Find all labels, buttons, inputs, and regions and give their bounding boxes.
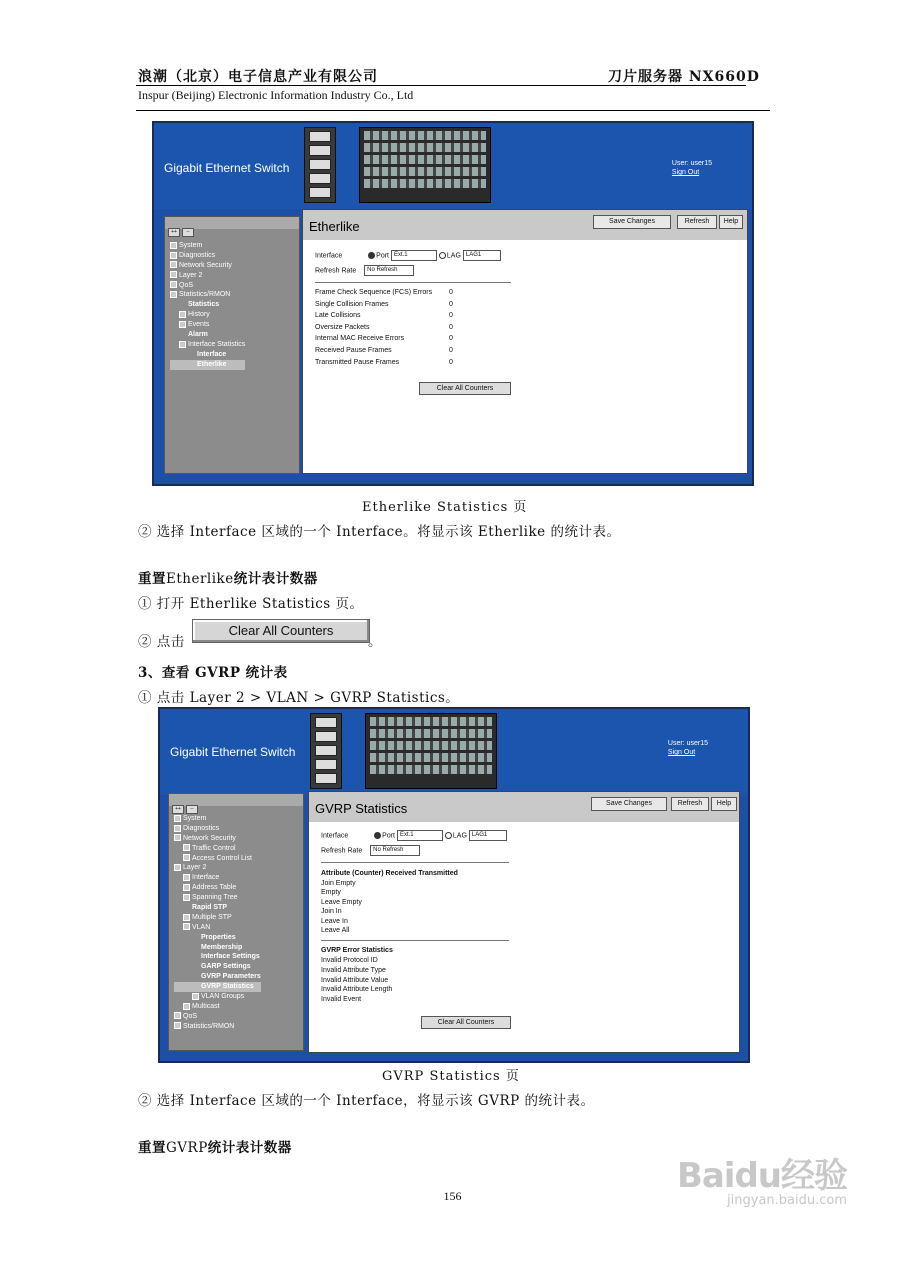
stat-label: Oversize Packets bbox=[315, 323, 370, 331]
nav-item[interactable] bbox=[174, 1012, 261, 1022]
refresh-rate-label: Refresh Rate bbox=[315, 267, 357, 275]
nav-item-label: GARP Settings bbox=[201, 963, 251, 971]
step-click-end: 。 bbox=[368, 634, 382, 650]
nav-expand-collapse[interactable] bbox=[168, 220, 196, 238]
expand-icon[interactable] bbox=[183, 923, 190, 930]
figure-caption-etherlike: Etherlike Statistics 页 bbox=[362, 500, 528, 515]
nav-item-label: System bbox=[183, 815, 207, 822]
gvrp-attribute-row: Empty bbox=[321, 889, 341, 897]
watermark-logo: Baidu经验 bbox=[676, 1156, 847, 1196]
gvrp-attribute-row: Join In bbox=[321, 908, 342, 916]
port-label: Port bbox=[382, 832, 395, 840]
nav-item-label: Statistics/RMON bbox=[179, 291, 231, 299]
expand-icon[interactable] bbox=[183, 894, 190, 901]
gvrp-error-row: Invalid Protocol ID bbox=[321, 957, 378, 964]
nav-item-label: Diagnostics bbox=[179, 251, 216, 259]
nav-item[interactable] bbox=[170, 330, 245, 340]
switch-title: Gigabit Ethernet Switch bbox=[170, 745, 296, 759]
switch-module-image bbox=[310, 713, 342, 789]
port-label: Port bbox=[376, 252, 389, 260]
expand-icon[interactable] bbox=[170, 252, 177, 259]
expand-icon[interactable] bbox=[170, 291, 177, 298]
nav-item[interactable] bbox=[174, 1002, 261, 1012]
header-rule bbox=[136, 85, 746, 86]
expand-icon[interactable] bbox=[170, 242, 177, 249]
baidu-watermark bbox=[677, 1148, 847, 1208]
interface-label: Interface bbox=[315, 252, 343, 260]
expand-icon[interactable] bbox=[174, 1012, 181, 1019]
nav-item[interactable] bbox=[170, 350, 245, 360]
stat-label: Frame Check Sequence (FCS) Errors bbox=[315, 289, 433, 296]
nav-item[interactable] bbox=[174, 913, 261, 923]
expand-icon[interactable] bbox=[183, 914, 190, 921]
gvrp-attribute-row: Join Empty bbox=[321, 880, 356, 887]
nav-item-label: GVRP Statistics bbox=[201, 983, 254, 991]
nav-item-label: Network Security bbox=[183, 834, 236, 842]
nav-item-label: Interface Settings bbox=[201, 953, 260, 961]
nav-item-label: Interface bbox=[192, 874, 220, 882]
nav-tree bbox=[168, 793, 304, 1051]
expand-icon[interactable] bbox=[179, 341, 186, 348]
port-radio[interactable] bbox=[368, 252, 375, 259]
user-label: User: user15 bbox=[671, 160, 712, 167]
gvrp-error-row: Invalid Attribute Length bbox=[321, 986, 393, 994]
section-divider bbox=[315, 282, 511, 283]
nav-item[interactable] bbox=[174, 923, 261, 933]
stat-label: Received Pause Frames bbox=[315, 347, 392, 354]
nav-item-label: Statistics bbox=[188, 301, 220, 309]
expand-icon[interactable] bbox=[183, 844, 190, 851]
collapse-all-icon[interactable]: -- bbox=[182, 228, 194, 237]
help-button[interactable]: Help bbox=[711, 797, 737, 811]
nav-item-label: Multicast bbox=[192, 1002, 220, 1010]
lag-select[interactable]: LAG1 bbox=[469, 830, 507, 841]
nav-item-label: Layer 2 bbox=[183, 864, 207, 872]
switch-module-image bbox=[304, 127, 336, 203]
stat-label: Transmitted Pause Frames bbox=[315, 358, 400, 366]
chassis-image bbox=[359, 127, 491, 203]
page-title: Etherlike bbox=[309, 219, 360, 234]
nav-item[interactable] bbox=[170, 320, 245, 330]
nav-item[interactable] bbox=[174, 962, 261, 972]
nav-item[interactable] bbox=[174, 863, 261, 873]
content-panel bbox=[308, 791, 740, 1053]
etherlike-screenshot bbox=[152, 121, 754, 486]
nav-item[interactable] bbox=[174, 883, 261, 893]
gvrp-error-row: Invalid Event bbox=[321, 996, 362, 1004]
nav-item[interactable] bbox=[174, 943, 261, 953]
nav-item-label: Interface bbox=[197, 350, 227, 358]
stat-value: 0 bbox=[449, 300, 453, 308]
expand-icon[interactable] bbox=[192, 993, 199, 1000]
user-label: User: user15 bbox=[667, 740, 708, 747]
gvrp-error-row: Invalid Attribute Type bbox=[321, 966, 386, 974]
gvrp-attribute-row: Leave All bbox=[321, 927, 350, 934]
user-info bbox=[668, 739, 708, 757]
nav-item[interactable] bbox=[170, 241, 245, 251]
nav-item-label: Network Security bbox=[179, 261, 232, 269]
nav-item[interactable] bbox=[170, 310, 245, 320]
header-rule-2 bbox=[136, 110, 770, 111]
expand-icon[interactable] bbox=[174, 1022, 181, 1029]
section-heading-gvrp: 3、查看 GVRP 统计表 bbox=[138, 665, 288, 681]
nav-item[interactable] bbox=[170, 281, 245, 291]
expand-all-icon[interactable]: ++ bbox=[172, 805, 184, 814]
refresh-button[interactable]: Refresh bbox=[671, 797, 709, 811]
stat-value: 0 bbox=[449, 312, 453, 320]
company-name-en: Inspur (Beijing) Electronic Information Industry Co., Ltd bbox=[138, 88, 414, 102]
section-divider bbox=[321, 940, 509, 941]
nav-item[interactable] bbox=[170, 300, 245, 310]
nav-item-label: History bbox=[188, 311, 210, 319]
nav-item-label: QoS bbox=[179, 281, 194, 289]
nav-item[interactable] bbox=[174, 903, 261, 913]
expand-all-icon[interactable]: ++ bbox=[168, 228, 180, 237]
chassis-image bbox=[365, 713, 497, 789]
interface-label: Interface bbox=[321, 832, 349, 840]
expand-icon[interactable] bbox=[183, 884, 190, 891]
expand-icon[interactable] bbox=[174, 834, 181, 841]
nav-item[interactable] bbox=[174, 844, 261, 854]
port-select[interactable]: Ext.1 bbox=[391, 250, 437, 261]
expand-icon[interactable] bbox=[170, 281, 177, 288]
lag-label: LAG bbox=[452, 832, 467, 840]
company-name-cn: 浪潮（北京）电子信息产业有限公司 bbox=[138, 69, 378, 85]
page-number: 156 bbox=[443, 1189, 462, 1203]
nav-item[interactable] bbox=[174, 893, 261, 903]
nav-item-label: Access Control List bbox=[192, 854, 252, 862]
nav-item[interactable] bbox=[170, 290, 245, 300]
nav-item[interactable] bbox=[174, 824, 261, 834]
stat-value: 0 bbox=[449, 347, 453, 354]
expand-icon[interactable] bbox=[170, 271, 177, 278]
help-button[interactable]: Help bbox=[719, 215, 743, 229]
lag-radio[interactable] bbox=[439, 252, 446, 259]
expand-icon[interactable] bbox=[179, 311, 186, 318]
stat-value: 0 bbox=[449, 335, 453, 343]
nav-tree bbox=[164, 216, 300, 474]
port-radio[interactable] bbox=[374, 832, 381, 839]
collapse-all-icon[interactable]: -- bbox=[186, 805, 198, 814]
expand-icon[interactable] bbox=[179, 321, 186, 328]
sign-out-link[interactable]: Sign Out bbox=[671, 169, 700, 176]
nav-item[interactable] bbox=[170, 251, 245, 261]
nav-item[interactable] bbox=[174, 972, 261, 982]
nav-item[interactable] bbox=[174, 992, 261, 1002]
nav-item-label: Diagnostics bbox=[183, 824, 220, 832]
instruction-select-interface-gvrp: ② 选择 Interface 区域的一个 Interface，将显示该 GVRP 的统计表。 bbox=[138, 1093, 595, 1109]
step-click-label: ② 点击 bbox=[138, 634, 185, 650]
nav-item[interactable] bbox=[174, 834, 261, 844]
heading-reset-gvrp: 重置GVRP统计表计数器 bbox=[138, 1140, 292, 1156]
nav-item-label: VLAN bbox=[192, 923, 211, 931]
nav-item[interactable] bbox=[174, 854, 261, 864]
gvrp-error-header: GVRP Error Statistics bbox=[321, 947, 393, 954]
content-panel bbox=[302, 209, 748, 474]
nav-item-label: Properties bbox=[201, 933, 236, 941]
nav-item[interactable] bbox=[174, 982, 261, 992]
nav-item-label: Multiple STP bbox=[192, 913, 232, 921]
instruction-select-interface: ② 选择 Interface 区域的一个 Interface。将显示该 Etherlike 的统计表。 bbox=[138, 524, 621, 540]
heading-reset-etherlike: 重置Etherlike统计表计数器 bbox=[138, 571, 318, 587]
stat-label: Single Collision Frames bbox=[315, 300, 389, 308]
section-divider bbox=[321, 862, 509, 863]
gvrp-attribute-row: Leave In bbox=[321, 917, 348, 925]
nav-item[interactable] bbox=[170, 271, 245, 281]
port-select[interactable]: Ext.1 bbox=[397, 830, 443, 841]
nav-item-label: Membership bbox=[201, 943, 243, 951]
nav-item[interactable] bbox=[170, 340, 245, 350]
nav-item-label: Spanning Tree bbox=[192, 894, 238, 902]
expand-icon[interactable] bbox=[174, 825, 181, 832]
expand-icon[interactable] bbox=[183, 854, 190, 861]
save-changes-button[interactable]: Save Changes bbox=[591, 797, 667, 811]
sign-out-link[interactable]: Sign Out bbox=[667, 749, 696, 756]
nav-item-label: GVRP Parameters bbox=[201, 973, 261, 981]
switch-banner bbox=[154, 123, 752, 209]
expand-icon[interactable] bbox=[183, 1003, 190, 1010]
refresh-rate-select[interactable]: No Refresh bbox=[364, 265, 414, 276]
expand-icon[interactable] bbox=[170, 261, 177, 268]
nav-item[interactable] bbox=[174, 814, 261, 824]
gvrp-screenshot bbox=[158, 707, 750, 1063]
nav-item[interactable] bbox=[170, 360, 245, 370]
expand-icon[interactable] bbox=[174, 815, 181, 822]
lag-radio[interactable] bbox=[445, 832, 452, 839]
gvrp-error-row: Invalid Attribute Value bbox=[321, 976, 389, 984]
refresh-rate-select[interactable]: No Refresh bbox=[370, 845, 420, 856]
figure-caption-gvrp: GVRP Statistics 页 bbox=[382, 1069, 520, 1084]
nav-item[interactable] bbox=[174, 873, 261, 883]
clear-all-counters-button[interactable]: Clear All Counters bbox=[419, 382, 511, 395]
attribute-header: Attribute (Counter) Received Transmitted bbox=[321, 870, 458, 877]
nav-item-label: Layer 2 bbox=[179, 271, 203, 279]
nav-item-label: Address Table bbox=[192, 884, 237, 892]
step-open-gvrp: ① 点击 Layer 2 > VLAN > GVRP Statistics。 bbox=[138, 690, 460, 706]
lag-label: LAG bbox=[446, 252, 461, 260]
stat-label: Internal MAC Receive Errors bbox=[315, 335, 405, 343]
stat-value: 0 bbox=[449, 358, 453, 366]
nav-item-label: System bbox=[179, 242, 203, 249]
save-changes-button[interactable]: Save Changes bbox=[593, 215, 671, 229]
refresh-rate-label: Refresh Rate bbox=[321, 847, 363, 855]
nav-item-label: Alarm bbox=[188, 331, 208, 339]
expand-icon[interactable] bbox=[174, 864, 181, 871]
nav-item-label: Interface Statistics bbox=[188, 340, 246, 348]
user-info bbox=[672, 159, 712, 177]
nav-item[interactable] bbox=[170, 261, 245, 271]
nav-expand-collapse[interactable] bbox=[172, 797, 200, 815]
expand-icon[interactable] bbox=[183, 874, 190, 881]
clear-all-counters-button[interactable]: Clear All Counters bbox=[421, 1016, 511, 1029]
switch-title: Gigabit Ethernet Switch bbox=[164, 161, 290, 175]
nav-item-label: Etherlike bbox=[197, 360, 227, 368]
gvrp-attribute-row: Leave Empty bbox=[321, 898, 362, 906]
clear-all-counters-big-button[interactable]: Clear All Counters bbox=[192, 619, 370, 643]
nav-item-label: VLAN Groups bbox=[201, 993, 245, 1001]
nav-item-label: Traffic Control bbox=[192, 844, 236, 852]
product-model: 刀片服务器 NX660D bbox=[608, 69, 760, 85]
stat-value: 0 bbox=[449, 323, 453, 331]
switch-banner bbox=[160, 709, 748, 795]
refresh-button[interactable]: Refresh bbox=[677, 215, 717, 229]
nav-item-label: Events bbox=[188, 321, 210, 329]
lag-select[interactable]: LAG1 bbox=[463, 250, 501, 261]
stat-value: 0 bbox=[449, 289, 453, 296]
nav-item-label: Rapid STP bbox=[192, 904, 228, 912]
nav-item[interactable] bbox=[174, 1022, 261, 1032]
step-open-etherlike: ① 打开 Etherlike Statistics 页。 bbox=[138, 596, 364, 612]
page-title: GVRP Statistics bbox=[315, 801, 408, 816]
nav-item[interactable] bbox=[174, 952, 261, 962]
nav-item[interactable] bbox=[174, 933, 261, 943]
nav-item-label: QoS bbox=[183, 1012, 198, 1020]
nav-item-label: Statistics/RMON bbox=[183, 1022, 235, 1030]
stat-label: Late Collisions bbox=[315, 312, 361, 320]
watermark-url: jingyan.baidu.com bbox=[727, 1193, 847, 1208]
